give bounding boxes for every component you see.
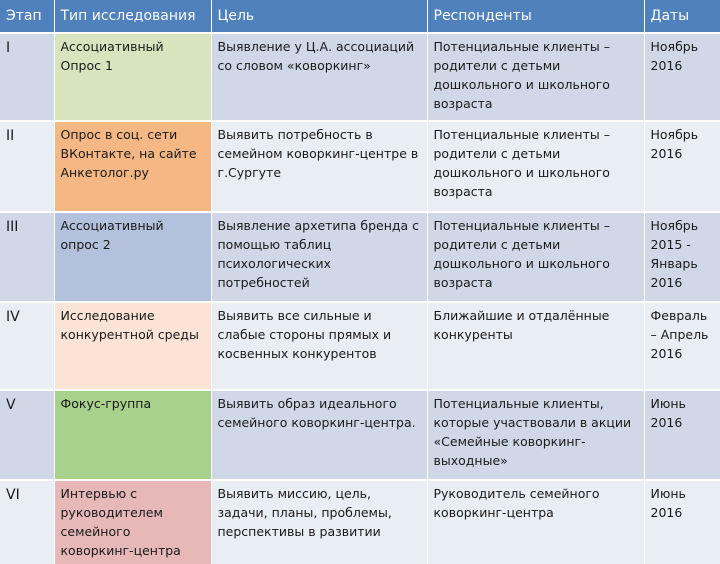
stage-cell: II	[0, 121, 54, 212]
table-row	[0, 390, 720, 480]
goal-cell: Выявить образ идеального семейного коворкинг-центра.	[211, 390, 427, 480]
respondents-cell: Потенциальные клиенты – родители с детьми дошкольного и школьного возраста	[427, 212, 644, 302]
respondents-cell: Потенциальные клиенты – родители с детьми дошкольного и школьного возраста	[427, 33, 644, 121]
table-row	[0, 121, 720, 212]
type-cell: Опрос в соц. сети ВКонтакте, на сайте Анкетолог.ру	[54, 121, 211, 212]
table-row	[0, 480, 720, 564]
type-cell: Фокус-группа	[54, 390, 211, 480]
type-cell: Исследование конкурентной среды	[54, 302, 211, 390]
header-respondents: Респонденты	[427, 0, 644, 33]
table-row	[0, 212, 720, 302]
header-row	[0, 0, 720, 33]
goal-cell: Выявление архетипа бренда с помощью таблиц психологических потребностей	[211, 212, 427, 302]
type-cell: Ассоциативный опрос 2	[54, 212, 211, 302]
dates-cell: Июнь 2016	[644, 480, 720, 564]
respondents-cell: Ближайшие и отдалённые конкуренты	[427, 302, 644, 390]
stage-cell: I	[0, 33, 54, 121]
stage-cell: VI	[0, 480, 54, 564]
type-cell: Интервью с руководителем семейного коворкинг-центра	[54, 480, 211, 564]
table-row	[0, 302, 720, 390]
dates-cell: Ноябрь 2016	[644, 121, 720, 212]
goal-cell: Выявление у Ц.А. ассоциаций со словом «коворкинг»	[211, 33, 427, 121]
goal-cell: Выявить все сильные и слабые стороны прямых и косвенных конкурентов	[211, 302, 427, 390]
goal-cell: Выявить потребность в семейном коворкинг-центре в г.Сургуте	[211, 121, 427, 212]
stage-cell: IV	[0, 302, 54, 390]
header-type: Тип исследования	[54, 0, 211, 33]
table-row	[0, 33, 720, 121]
respondents-cell: Потенциальные клиенты, которые участвовали в акции «Семейные коворкинг-выходные»	[427, 390, 644, 480]
dates-cell: Февраль – Апрель 2016	[644, 302, 720, 390]
goal-cell: Выявить миссию, цель, задачи, планы, проблемы, перспективы в развитии	[211, 480, 427, 564]
stage-cell: III	[0, 212, 54, 302]
header-goal: Цель	[211, 0, 427, 33]
dates-cell: Июнь 2016	[644, 390, 720, 480]
type-cell: Ассоциативный Опрос 1	[54, 33, 211, 121]
header-stage: Этап	[0, 0, 54, 33]
dates-cell: Ноябрь 2015 - Январь 2016	[644, 212, 720, 302]
respondents-cell: Потенциальные клиенты – родители с детьми дошкольного и школьного возраста	[427, 121, 644, 212]
respondents-cell: Руководитель семейного коворкинг-центра	[427, 480, 644, 564]
header-dates: Даты	[644, 0, 720, 33]
stage-cell: V	[0, 390, 54, 480]
dates-cell: Ноябрь 2016	[644, 33, 720, 121]
